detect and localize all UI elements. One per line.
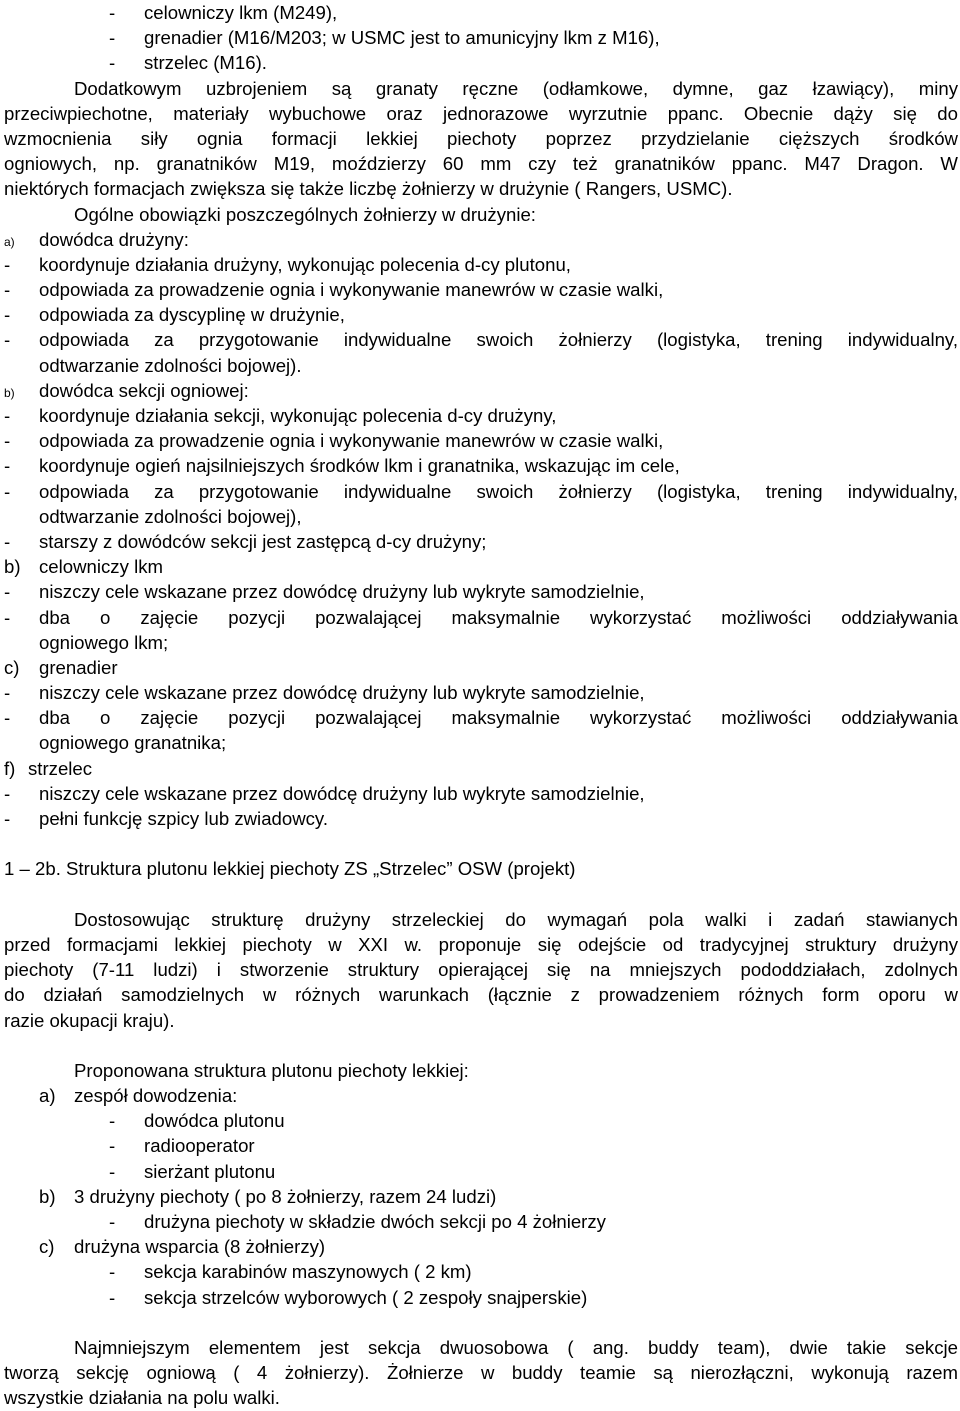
list-item: - koordynuje działania sekcji, wykonując polecenia d-cy drużyny, [4,405,557,426]
paragraph-line: do działań samodzielnych w różnych warunkach (łącznie z prowadzeniem różnych form oporu w [4,984,958,1006]
paragraph-line: wzmocnienia siły ognia formacji lekkiej piechoty poprzez przydzielanie cięższych środków [4,127,958,149]
paragraph-line: ogniowych, np. granatników M19, moździerzy 60 mm czy też granatników ppanc. M47 Dragon. W [4,153,958,175]
list-item: - sekcja karabinów maszynowych ( 2 km) [109,1261,472,1283]
list-heading: b) dowódca sekcji ogniowej: [4,379,249,401]
section-intro: Ogólne obowiązki poszczególnych żołnierzy w drużynie: [74,203,536,225]
list-item-continuation: odtwarzanie zdolności bojowej), [39,505,302,527]
list-item: - celowniczy lkm (M249), [109,2,338,23]
list-item: - dba o zajęcie pozycji pozwalającej maksymalnie wykorzystać możliwości oddziaływania [4,606,958,628]
list-item-continuation: ogniowego granatnika; [39,732,227,754]
paragraph-line: tworzą sekcję ogniową ( 4 żołnierzy). Żołnierze w buddy teamie są nierozłączni, wykonują razem [4,1362,958,1384]
list-item: - grenadier (M16/M203; w USMC jest to amunicyjny lkm z M16), [109,27,660,49]
list-heading: c) grenadier [4,656,118,678]
list-item: - odpowiada za przygotowanie indywidualne swoich żołnierzy (logistyka, trening indywidualny, [4,480,958,502]
paragraph-line: Dodatkowym uzbrojeniem są granaty ręczne (odłamkowe, dymne, gaz łzawiący), miny [74,77,958,99]
list-item: - niszczy cele wskazane przez dowódcę drużyny lub wykryte samodzielnie, [4,782,645,804]
list-item: - dba o zajęcie pozycji pozwalającej maksymalnie wykorzystać możliwości oddziaływania [4,707,958,729]
spacer [4,882,958,907]
list-item: - koordynuje ogień najsilniejszych środków lkm i granatnika, wskazując im cele, [4,455,680,477]
list-item: - radiooperator [109,1135,255,1157]
list-item: - koordynuje działania drużyny, wykonując polecenia d-cy plutonu, [4,253,571,275]
spacer [4,1310,958,1335]
list-item: - niszczy cele wskazane przez dowódcę drużyny lub wykryte samodzielnie, [4,581,645,603]
list-heading: c) drużyna wsparcia (8 żołnierzy) [39,1236,326,1258]
list-item: - odpowiada za przygotowanie indywidualne swoich żołnierzy (logistyka, trening indywidualny, [4,329,958,351]
list-item: - sekcja strzelców wyborowych ( 2 zespoły snajperskie) [109,1286,588,1308]
list-item-continuation: odtwarzanie zdolności bojowej). [39,354,302,376]
list-item: - drużyna piechoty w składzie dwóch sekcji po 4 żołnierzy [109,1211,606,1232]
list-heading: f) strzelec [4,757,93,779]
section-intro: Proponowana struktura plutonu piechoty lekkiej: [74,1059,469,1081]
list-item: - starszy z dowódców sekcji jest zastępcą d-cy drużyny; [4,530,487,552]
paragraph-line: Najmniejszym elementem jest sekcja dwuosobowa ( ang. buddy team), dwie takie sekcje [74,1336,958,1358]
paragraph-line: wszystkie działania na polu walki. [4,1387,280,1409]
list-item: - odpowiada za prowadzenie ognia i wykonywanie manewrów w czasie walki, [4,430,664,452]
list-item: - sierżant plutonu [109,1160,276,1182]
list-item-continuation: ogniowego lkm; [39,631,169,653]
list-heading: b) 3 drużyny piechoty ( po 8 żołnierzy, razem 24 ludzi) [39,1185,497,1207]
list-heading: a) dowódca drużyny: [4,228,189,250]
list-item: - odpowiada za dyscyplinę w drużynie, [4,304,345,326]
paragraph-line: piechoty (7-11 ludzi) i stworzenie struktury opierającej się na mniejszych pododdziałach, zdolnych [4,959,958,981]
paragraph-line: razie okupacji kraju). [4,1009,175,1031]
paragraph-line: przeciwpiechotne, materiały wybuchowe oraz jednorazowe wyrzutnie ppanc. Obecnie dąży się do [4,102,958,124]
paragraph-line: Dostosowując strukturę drużyny strzeleckiej do wymagań pola walki i zadań stawianych [74,908,958,930]
paragraph-line: przed formacjami lekkiej piechoty w XXI w. proponuje się odejście od tradycyjnej struktury drużyny [4,933,958,955]
list-item: - dowódca plutonu [109,1110,285,1132]
list-heading: b) celowniczy lkm [4,556,163,578]
paragraph-line: niektórych formacjach zwiększa się także liczbę żołnierzy w drużynie ( Rangers, USMC). [4,178,733,200]
list-item: - pełni funkcję szpicy lub zwiadowcy. [4,808,329,829]
section-heading: 1 – 2b. Struktura plutonu lekkiej piechoty ZS „Strzelec” OSW (projekt) [4,858,576,880]
list-item: - odpowiada za prowadzenie ognia i wykonywanie manewrów w czasie walki, [4,279,664,301]
list-item: - niszczy cele wskazane przez dowódcę drużyny lub wykryte samodzielnie, [4,682,645,704]
list-item: - strzelec (M16). [109,52,267,74]
list-heading: a) zespół dowodzenia: [39,1085,238,1107]
spacer [4,831,958,856]
spacer [4,1033,958,1058]
